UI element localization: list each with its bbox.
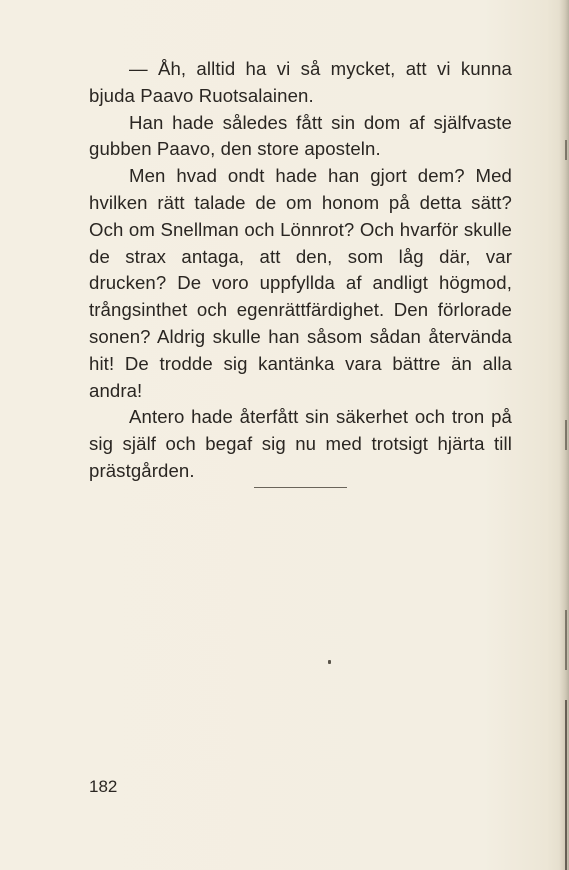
ink-speck — [328, 660, 331, 664]
page-number: 182 — [89, 777, 118, 796]
edge-mark — [565, 140, 567, 160]
paragraph: Men hvad ondt hade han gjort dem? Med hvilken rätt talade de om honom på detta sätt? Och om Snellman och Lönnrot? Och hvarför skulle de strax antaga, att den, som låg där, var drucken? De voro uppfyllda af andligt högmod, trångsinthet och egenrättfärdighet. Den förlorade sonen? Aldrig skulle han såsom sådan återvända hit! De trodde sig kantänka vara bättre än alla andra! — [89, 165, 512, 401]
edge-mark — [565, 610, 567, 670]
edge-mark — [565, 420, 567, 450]
paragraph: Antero hade återfått sin säkerhet och tron på sig själf och begaf sig nu med trotsigt hjärta till prästgården. — [89, 406, 512, 481]
page-edge-shadow — [559, 0, 569, 870]
section-divider — [254, 487, 347, 488]
edge-mark — [565, 700, 567, 870]
paragraph: Han hade således fått sin dom af själfvaste gubben Paavo, den store aposteln. — [89, 111, 512, 160]
paragraph: — Åh, alltid ha vi så mycket, att vi kunna bjuda Paavo Ruotsalainen. — [89, 58, 512, 106]
body-text — [89, 56, 512, 485]
